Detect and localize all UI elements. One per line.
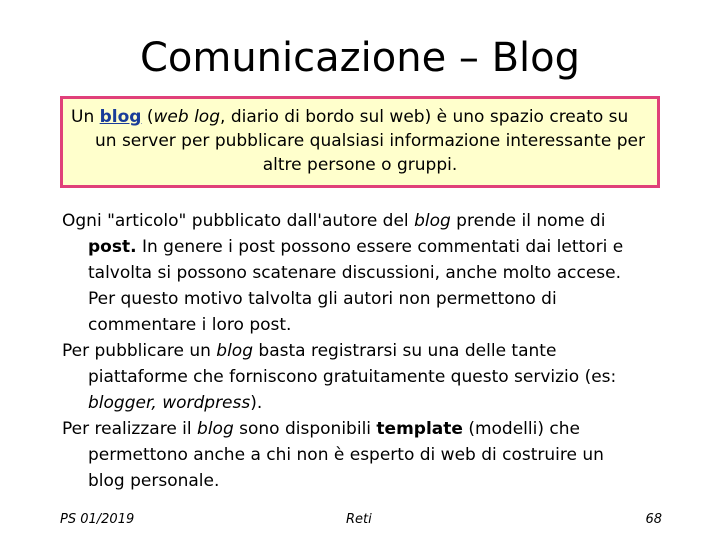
slide-body [62, 208, 662, 494]
paragraph-templates [62, 416, 662, 494]
definition-italic: web log [153, 107, 221, 127]
paragraph-line: blog personale. [88, 471, 220, 491]
paragraph-line: talvolta si possono scatenare discussioni, anche molto accese. [88, 263, 622, 283]
paragraph-line: Per questo motivo talvolta gli autori non permettono di [88, 289, 557, 309]
footer-date: PS 01/2019 [60, 512, 135, 527]
text: Per realizzare il [62, 419, 198, 439]
paragraph-line: commentare i loro post. [88, 315, 292, 335]
blog-term: blog [99, 107, 142, 127]
definition-line-1 [71, 105, 649, 129]
text: basta registrarsi su una delle tante [253, 341, 557, 361]
text: prende il nome di [450, 211, 606, 231]
italic-text: blog [216, 341, 254, 361]
italic-text: blog [414, 211, 451, 231]
definition-box [60, 96, 660, 188]
page-number: 68 [645, 512, 662, 527]
paragraph-platforms [62, 338, 662, 416]
definition-text: ( [141, 107, 154, 127]
paragraph-line: piattaforme che forniscono gratuitamente questo servizio (es: [88, 367, 617, 387]
italic-text: blogger, wordpress [88, 393, 251, 413]
footer-course: Reti [346, 512, 372, 527]
text: (modelli) che [462, 419, 580, 439]
text: sono disponibili [233, 419, 377, 439]
text: Per pubblicare un [62, 341, 217, 361]
slide-title: Comunicazione – Blog [139, 35, 581, 81]
text: ). [250, 393, 263, 413]
definition-line-2: un server per pubblicare qualsiasi informazione interessante per [95, 131, 645, 151]
definition-line-3: altre persone o gruppi. [262, 155, 458, 175]
text: Ogni "articolo" pubblicato dall'autore del [62, 211, 415, 231]
paragraph-line [62, 390, 662, 416]
definition-text: Un [71, 107, 100, 127]
paragraph-line: permettono anche a chi non è esperto di web di costruire un [88, 445, 604, 465]
paragraph-line [62, 234, 662, 260]
definition-text: , diario di bordo sul web) è uno spazio creato su [220, 107, 629, 127]
bold-text: template [376, 419, 463, 439]
paragraph-post [62, 208, 662, 338]
text: In genere i post possono essere commentati dai lettori e [136, 237, 624, 257]
bold-text: post. [88, 237, 137, 257]
italic-text: blog [197, 419, 234, 439]
